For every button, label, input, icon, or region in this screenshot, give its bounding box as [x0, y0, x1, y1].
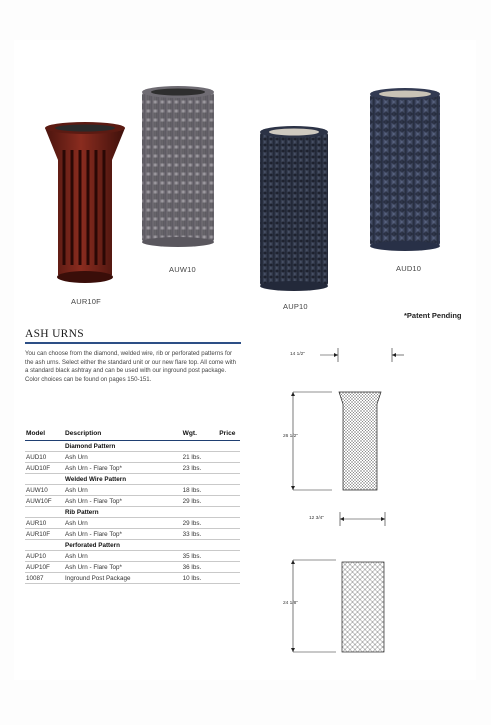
intro-paragraph: You can choose from the diamond, welded wire, rib or perforated patterns for the ash urns. Select either the standard unit or our new flare top. All come with a standard black ashtray and can be used with our inground post package. Color choices can be found on pages 150-151. [25, 350, 237, 383]
header-description: Description [64, 428, 182, 441]
group-row [25, 507, 240, 518]
table-row [25, 529, 240, 540]
cell-weight: 29 lbs. [182, 496, 219, 507]
urn-label-aup10: AUP10 [283, 302, 308, 311]
urn-label-auw10: AUW10 [169, 265, 196, 274]
dim-standard-height: 24 1/8" [283, 601, 299, 606]
urn-label-aud10: AUD10 [396, 264, 422, 273]
group-label: Rib Pattern [64, 507, 182, 518]
table-row [25, 452, 240, 463]
cell-weight: 23 lbs. [182, 463, 219, 474]
cell-weight: 10 lbs. [182, 573, 219, 584]
cell-model: AUD10F [25, 463, 64, 474]
cell-description: Ash Urn - Flare Top* [64, 496, 182, 507]
cell-description: Ash Urn [64, 551, 182, 562]
header-model: Model [25, 428, 64, 441]
cell-weight: 29 lbs. [182, 518, 219, 529]
cell-weight: 21 lbs. [182, 452, 219, 463]
cell-description: Ash Urn [64, 485, 182, 496]
cell-price [218, 452, 240, 463]
table-row [25, 518, 240, 529]
title-rule [25, 342, 241, 344]
cell-description: Inground Post Package [64, 573, 182, 584]
cell-description: Ash Urn [64, 452, 182, 463]
cell-price [218, 573, 240, 584]
urn-photo-auw10 [138, 84, 218, 248]
cell-weight: 35 lbs. [182, 551, 219, 562]
cell-weight: 18 lbs. [182, 485, 219, 496]
cell-price [218, 529, 240, 540]
table-row [25, 485, 240, 496]
header-price: Price [218, 428, 240, 441]
cell-model: AUR10 [25, 518, 64, 529]
cell-model: AUR10F [25, 529, 64, 540]
cell-model: AUW10F [25, 496, 64, 507]
cell-price [218, 551, 240, 562]
cell-price [218, 518, 240, 529]
group-label: Perforated Pattern [64, 540, 182, 551]
cell-description: Ash Urn - Flare Top* [64, 529, 182, 540]
cell-price [218, 496, 240, 507]
group-row [25, 441, 240, 452]
cell-price [218, 485, 240, 496]
urn-photo-aur10f [40, 120, 130, 292]
section-title: ASH URNS [25, 328, 84, 340]
dimension-drawing-standard [280, 512, 410, 662]
cell-description: Ash Urn - Flare Top* [64, 463, 182, 474]
cell-weight: 33 lbs. [182, 529, 219, 540]
table-row [25, 562, 240, 573]
group-label: Diamond Pattern [64, 441, 182, 452]
urn-photo-aud10 [366, 86, 444, 252]
header-weight: Wgt. [182, 428, 219, 441]
dim-flare-width: 14 1/2" [290, 352, 306, 357]
cell-model: 10087 [25, 573, 64, 584]
cell-price [218, 463, 240, 474]
dim-standard-width: 12 3/4" [309, 516, 325, 521]
spec-table [25, 428, 240, 584]
group-row [25, 540, 240, 551]
cell-price [218, 562, 240, 573]
dimension-drawing-flare [280, 348, 410, 498]
table-row [25, 463, 240, 474]
cell-description: Ash Urn - Flare Top* [64, 562, 182, 573]
cell-description: Ash Urn [64, 518, 182, 529]
table-header-row [25, 428, 240, 441]
cell-model: AUP10F [25, 562, 64, 573]
table-row [25, 551, 240, 562]
patent-note: *Patent Pending [404, 311, 462, 320]
urn-label-aur10f: AUR10F [71, 297, 101, 306]
cell-model: AUD10 [25, 452, 64, 463]
group-label: Welded Wire Pattern [64, 474, 182, 485]
dim-flare-height: 26 1/2" [283, 434, 299, 439]
group-row [25, 474, 240, 485]
urn-photo-aup10 [256, 124, 332, 292]
cell-weight: 36 lbs. [182, 562, 219, 573]
cell-model: AUP10 [25, 551, 64, 562]
table-row [25, 496, 240, 507]
cell-model: AUW10 [25, 485, 64, 496]
table-row [25, 573, 240, 584]
